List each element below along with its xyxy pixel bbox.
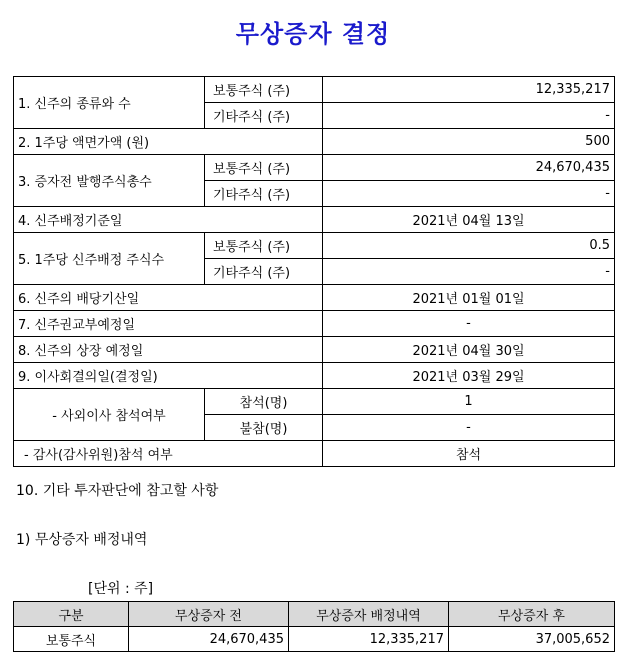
row-label: 6. 신주의 배당기산일 — [14, 285, 323, 311]
row-value: 0.5 — [323, 233, 615, 259]
row-value: 2021년 04월 13일 — [323, 207, 615, 233]
table-row — [14, 285, 615, 311]
table-row — [14, 441, 615, 467]
sub-label: 보통주식 (주) — [205, 77, 323, 103]
row-value: - — [323, 415, 615, 441]
section-heading: 10. 기타 투자판단에 참고할 사항 — [16, 483, 219, 499]
table-header-row — [14, 602, 615, 627]
row-value: 2021년 01월 01일 — [323, 285, 615, 311]
row-label: - 감사(감사위원)참석 여부 — [14, 441, 323, 467]
column-header: 무상증자 후 — [449, 602, 615, 627]
table-row — [14, 155, 615, 181]
table-row — [14, 311, 615, 337]
sub-label: 기타주식 (주) — [205, 181, 323, 207]
row-value: 1 — [323, 389, 615, 415]
row-value: 2021년 03월 29일 — [323, 363, 615, 389]
sub-label: 기타주식 (주) — [205, 259, 323, 285]
row-value: - — [323, 311, 615, 337]
row-value: 500 — [323, 129, 615, 155]
row-label: 9. 이사회결의일(결정일) — [14, 363, 323, 389]
decision-table — [13, 76, 615, 467]
row-label: - 사외이사 참석여부 — [14, 389, 205, 441]
table-row — [14, 337, 615, 363]
table-cell: 보통주식 — [14, 627, 129, 652]
unit-label: [단위 : 주] — [88, 581, 154, 597]
row-label: 2. 1주당 액면가액 (원) — [14, 129, 323, 155]
row-label: 1. 신주의 종류와 수 — [14, 77, 205, 129]
table-row — [14, 207, 615, 233]
table-row — [14, 389, 615, 415]
column-header: 무상증자 배정내역 — [289, 602, 449, 627]
table-row — [14, 233, 615, 259]
table-cell: 12,335,217 — [289, 627, 449, 652]
row-value: 24,670,435 — [323, 155, 615, 181]
row-value: - — [323, 103, 615, 129]
sub-label: 불참(명) — [205, 415, 323, 441]
table-row — [14, 129, 615, 155]
table-cell: 24,670,435 — [129, 627, 289, 652]
row-value: 2021년 04월 30일 — [323, 337, 615, 363]
row-label: 5. 1주당 신주배정 주식수 — [14, 233, 205, 285]
column-header: 무상증자 전 — [129, 602, 289, 627]
column-header: 구분 — [14, 602, 129, 627]
table-row — [14, 627, 615, 652]
table-row — [14, 363, 615, 389]
sub-label: 기타주식 (주) — [205, 103, 323, 129]
row-value: 참석 — [323, 441, 615, 467]
row-value: - — [323, 259, 615, 285]
table-cell: 37,005,652 — [449, 627, 615, 652]
row-value: - — [323, 181, 615, 207]
allocation-table — [13, 601, 615, 652]
row-label: 3. 증자전 발행주식총수 — [14, 155, 205, 207]
sub-label: 보통주식 (주) — [205, 233, 323, 259]
page-title: 무상증자 결정 — [235, 19, 391, 48]
table-row — [14, 77, 615, 103]
row-value: 12,335,217 — [323, 77, 615, 103]
sub-label: 보통주식 (주) — [205, 155, 323, 181]
sub-label: 참석(명) — [205, 389, 323, 415]
row-label: 7. 신주권교부예정일 — [14, 311, 323, 337]
row-label: 4. 신주배정기준일 — [14, 207, 323, 233]
row-label: 8. 신주의 상장 예정일 — [14, 337, 323, 363]
subsection-heading: 1) 무상증자 배정내역 — [16, 532, 148, 548]
